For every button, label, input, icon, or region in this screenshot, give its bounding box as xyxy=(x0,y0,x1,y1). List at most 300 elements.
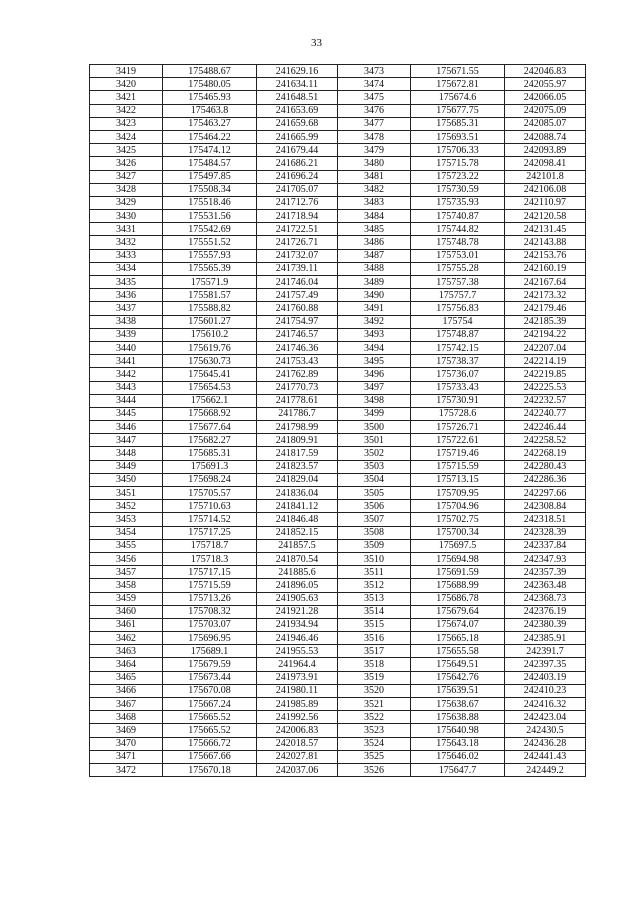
table-row xyxy=(90,566,586,579)
x-coordinate-cell: 175638.67 xyxy=(411,698,505,711)
y-coordinate-cell: 241686.21 xyxy=(257,157,338,170)
table-row xyxy=(90,447,586,460)
point-number-cell: 3490 xyxy=(338,289,411,302)
y-coordinate-cell: 242308.84 xyxy=(505,500,586,513)
x-coordinate-cell: 175730.91 xyxy=(411,394,505,407)
table-row xyxy=(90,552,586,565)
point-number-cell: 3488 xyxy=(338,262,411,275)
y-coordinate-cell: 241786.7 xyxy=(257,407,338,420)
point-number-cell: 3483 xyxy=(338,196,411,209)
y-coordinate-cell: 242436.28 xyxy=(505,737,586,750)
point-number-cell: 3473 xyxy=(338,65,411,78)
x-coordinate-cell: 175735.93 xyxy=(411,196,505,209)
x-coordinate-cell: 175723.22 xyxy=(411,170,505,183)
x-coordinate-cell: 175670.18 xyxy=(163,763,257,776)
table-row xyxy=(90,434,586,447)
x-coordinate-cell: 175674.6 xyxy=(411,91,505,104)
x-coordinate-cell: 175715.59 xyxy=(163,579,257,592)
y-coordinate-cell: 241934.94 xyxy=(257,618,338,631)
x-coordinate-cell: 175705.57 xyxy=(163,487,257,500)
point-number-cell: 3467 xyxy=(90,698,163,711)
y-coordinate-cell: 242423.04 xyxy=(505,711,586,724)
point-number-cell: 3453 xyxy=(90,513,163,526)
x-coordinate-cell: 175588.82 xyxy=(163,302,257,315)
point-number-cell: 3429 xyxy=(90,196,163,209)
coordinates-table xyxy=(89,64,586,777)
point-number-cell: 3437 xyxy=(90,302,163,315)
table-row xyxy=(90,183,586,196)
table-row xyxy=(90,302,586,315)
y-coordinate-cell: 241757.49 xyxy=(257,289,338,302)
point-number-cell: 3524 xyxy=(338,737,411,750)
point-number-cell: 3495 xyxy=(338,355,411,368)
point-number-cell: 3448 xyxy=(90,447,163,460)
x-coordinate-cell: 175630.73 xyxy=(163,355,257,368)
y-coordinate-cell: 241726.71 xyxy=(257,236,338,249)
y-coordinate-cell: 242088.74 xyxy=(505,130,586,143)
y-coordinate-cell: 242219.85 xyxy=(505,368,586,381)
point-number-cell: 3489 xyxy=(338,276,411,289)
point-number-cell: 3454 xyxy=(90,526,163,539)
table-row xyxy=(90,249,586,262)
point-number-cell: 3419 xyxy=(90,65,163,78)
table-row xyxy=(90,381,586,394)
y-coordinate-cell: 242214.19 xyxy=(505,355,586,368)
y-coordinate-cell: 242101.8 xyxy=(505,170,586,183)
point-number-cell: 3445 xyxy=(90,407,163,420)
x-coordinate-cell: 175679.59 xyxy=(163,658,257,671)
table-row xyxy=(90,592,586,605)
y-coordinate-cell: 241829.04 xyxy=(257,473,338,486)
point-number-cell: 3500 xyxy=(338,421,411,434)
point-number-cell: 3478 xyxy=(338,130,411,143)
x-coordinate-cell: 175717.15 xyxy=(163,566,257,579)
x-coordinate-cell: 175715.59 xyxy=(411,460,505,473)
table-row xyxy=(90,341,586,354)
y-coordinate-cell: 241648.51 xyxy=(257,91,338,104)
point-number-cell: 3521 xyxy=(338,698,411,711)
table-row xyxy=(90,262,586,275)
point-number-cell: 3492 xyxy=(338,315,411,328)
y-coordinate-cell: 241946.46 xyxy=(257,632,338,645)
point-number-cell: 3522 xyxy=(338,711,411,724)
y-coordinate-cell: 242093.89 xyxy=(505,144,586,157)
table-row xyxy=(90,421,586,434)
x-coordinate-cell: 175571.9 xyxy=(163,276,257,289)
x-coordinate-cell: 175696.95 xyxy=(163,632,257,645)
x-coordinate-cell: 175706.33 xyxy=(411,144,505,157)
point-number-cell: 3520 xyxy=(338,684,411,697)
y-coordinate-cell: 241722.51 xyxy=(257,223,338,236)
x-coordinate-cell: 175714.52 xyxy=(163,513,257,526)
y-coordinate-cell: 242403.19 xyxy=(505,671,586,684)
point-number-cell: 3434 xyxy=(90,262,163,275)
table-row xyxy=(90,684,586,697)
point-number-cell: 3480 xyxy=(338,157,411,170)
x-coordinate-cell: 175726.71 xyxy=(411,421,505,434)
point-number-cell: 3449 xyxy=(90,460,163,473)
table-row xyxy=(90,130,586,143)
table-row xyxy=(90,157,586,170)
y-coordinate-cell: 241696.24 xyxy=(257,170,338,183)
point-number-cell: 3444 xyxy=(90,394,163,407)
table-row xyxy=(90,289,586,302)
y-coordinate-cell: 241665.99 xyxy=(257,130,338,143)
x-coordinate-cell: 175677.64 xyxy=(163,421,257,434)
y-coordinate-cell: 242280.43 xyxy=(505,460,586,473)
x-coordinate-cell: 175642.76 xyxy=(411,671,505,684)
table-row xyxy=(90,170,586,183)
y-coordinate-cell: 241973.91 xyxy=(257,671,338,684)
point-number-cell: 3420 xyxy=(90,78,163,91)
x-coordinate-cell: 175666.72 xyxy=(163,737,257,750)
y-coordinate-cell: 242225.53 xyxy=(505,381,586,394)
point-number-cell: 3423 xyxy=(90,117,163,130)
y-coordinate-cell: 242246.44 xyxy=(505,421,586,434)
table-row xyxy=(90,144,586,157)
y-coordinate-cell: 242066.05 xyxy=(505,91,586,104)
y-coordinate-cell: 241905.63 xyxy=(257,592,338,605)
table-row xyxy=(90,236,586,249)
table-row xyxy=(90,355,586,368)
point-number-cell: 3516 xyxy=(338,632,411,645)
point-number-cell: 3507 xyxy=(338,513,411,526)
x-coordinate-cell: 175730.59 xyxy=(411,183,505,196)
y-coordinate-cell: 242085.07 xyxy=(505,117,586,130)
x-coordinate-cell: 175718.3 xyxy=(163,552,257,565)
point-number-cell: 3479 xyxy=(338,144,411,157)
x-coordinate-cell: 175619.76 xyxy=(163,341,257,354)
x-coordinate-cell: 175581.57 xyxy=(163,289,257,302)
point-number-cell: 3514 xyxy=(338,605,411,618)
y-coordinate-cell: 241885.6 xyxy=(257,566,338,579)
y-coordinate-cell: 241955.53 xyxy=(257,645,338,658)
point-number-cell: 3481 xyxy=(338,170,411,183)
y-coordinate-cell: 241739.11 xyxy=(257,262,338,275)
y-coordinate-cell: 242120.58 xyxy=(505,210,586,223)
x-coordinate-cell: 175704.96 xyxy=(411,500,505,513)
y-coordinate-cell: 241980.11 xyxy=(257,684,338,697)
y-coordinate-cell: 242286.36 xyxy=(505,473,586,486)
x-coordinate-cell: 175670.08 xyxy=(163,684,257,697)
y-coordinate-cell: 241746.04 xyxy=(257,276,338,289)
point-number-cell: 3491 xyxy=(338,302,411,315)
x-coordinate-cell: 175662.1 xyxy=(163,394,257,407)
point-number-cell: 3476 xyxy=(338,104,411,117)
x-coordinate-cell: 175748.78 xyxy=(411,236,505,249)
point-number-cell: 3461 xyxy=(90,618,163,631)
y-coordinate-cell: 241809.91 xyxy=(257,434,338,447)
point-number-cell: 3517 xyxy=(338,645,411,658)
table-row xyxy=(90,658,586,671)
table-row xyxy=(90,315,586,328)
x-coordinate-cell: 175480.05 xyxy=(163,78,257,91)
point-number-cell: 3512 xyxy=(338,579,411,592)
x-coordinate-cell: 175671.55 xyxy=(411,65,505,78)
x-coordinate-cell: 175757.38 xyxy=(411,276,505,289)
y-coordinate-cell: 241985.89 xyxy=(257,698,338,711)
y-coordinate-cell: 241760.88 xyxy=(257,302,338,315)
y-coordinate-cell: 242449.2 xyxy=(505,763,586,776)
point-number-cell: 3462 xyxy=(90,632,163,645)
y-coordinate-cell: 241762.89 xyxy=(257,368,338,381)
point-number-cell: 3519 xyxy=(338,671,411,684)
y-coordinate-cell: 242258.52 xyxy=(505,434,586,447)
y-coordinate-cell: 241746.57 xyxy=(257,328,338,341)
x-coordinate-cell: 175753.01 xyxy=(411,249,505,262)
y-coordinate-cell: 242297.66 xyxy=(505,487,586,500)
point-number-cell: 3493 xyxy=(338,328,411,341)
x-coordinate-cell: 175518.46 xyxy=(163,196,257,209)
point-number-cell: 3494 xyxy=(338,341,411,354)
point-number-cell: 3442 xyxy=(90,368,163,381)
y-coordinate-cell: 242055.97 xyxy=(505,78,586,91)
point-number-cell: 3446 xyxy=(90,421,163,434)
point-number-cell: 3518 xyxy=(338,658,411,671)
y-coordinate-cell: 242347.93 xyxy=(505,552,586,565)
x-coordinate-cell: 175756.83 xyxy=(411,302,505,315)
point-number-cell: 3466 xyxy=(90,684,163,697)
y-coordinate-cell: 242185.39 xyxy=(505,315,586,328)
y-coordinate-cell: 242006.83 xyxy=(257,724,338,737)
y-coordinate-cell: 241921.28 xyxy=(257,605,338,618)
point-number-cell: 3427 xyxy=(90,170,163,183)
table-row xyxy=(90,117,586,130)
x-coordinate-cell: 175708.32 xyxy=(163,605,257,618)
table-row xyxy=(90,460,586,473)
point-number-cell: 3474 xyxy=(338,78,411,91)
x-coordinate-cell: 175688.99 xyxy=(411,579,505,592)
point-number-cell: 3508 xyxy=(338,526,411,539)
point-number-cell: 3432 xyxy=(90,236,163,249)
point-number-cell: 3506 xyxy=(338,500,411,513)
y-coordinate-cell: 242046.83 xyxy=(505,65,586,78)
point-number-cell: 3440 xyxy=(90,341,163,354)
point-number-cell: 3515 xyxy=(338,618,411,631)
table-row xyxy=(90,91,586,104)
x-coordinate-cell: 175610.2 xyxy=(163,328,257,341)
y-coordinate-cell: 242430.5 xyxy=(505,724,586,737)
y-coordinate-cell: 242167.64 xyxy=(505,276,586,289)
y-coordinate-cell: 241964.4 xyxy=(257,658,338,671)
y-coordinate-cell: 241754.97 xyxy=(257,315,338,328)
x-coordinate-cell: 175685.31 xyxy=(163,447,257,460)
y-coordinate-cell: 241798.99 xyxy=(257,421,338,434)
x-coordinate-cell: 175655.58 xyxy=(411,645,505,658)
x-coordinate-cell: 175754 xyxy=(411,315,505,328)
point-number-cell: 3464 xyxy=(90,658,163,671)
y-coordinate-cell: 242337.84 xyxy=(505,539,586,552)
y-coordinate-cell: 241992.56 xyxy=(257,711,338,724)
point-number-cell: 3486 xyxy=(338,236,411,249)
y-coordinate-cell: 241679.44 xyxy=(257,144,338,157)
x-coordinate-cell: 175640.98 xyxy=(411,724,505,737)
x-coordinate-cell: 175694.98 xyxy=(411,552,505,565)
y-coordinate-cell: 242328.39 xyxy=(505,526,586,539)
table-row xyxy=(90,579,586,592)
point-number-cell: 3430 xyxy=(90,210,163,223)
y-coordinate-cell: 241712.76 xyxy=(257,196,338,209)
x-coordinate-cell: 175722.61 xyxy=(411,434,505,447)
point-number-cell: 3456 xyxy=(90,552,163,565)
x-coordinate-cell: 175736.07 xyxy=(411,368,505,381)
table-row xyxy=(90,698,586,711)
point-number-cell: 3511 xyxy=(338,566,411,579)
x-coordinate-cell: 175488.67 xyxy=(163,65,257,78)
point-number-cell: 3457 xyxy=(90,566,163,579)
x-coordinate-cell: 175646.02 xyxy=(411,750,505,763)
x-coordinate-cell: 175668.92 xyxy=(163,407,257,420)
table-row xyxy=(90,407,586,420)
point-number-cell: 3498 xyxy=(338,394,411,407)
point-number-cell: 3436 xyxy=(90,289,163,302)
page-number: 33 xyxy=(311,37,322,49)
point-number-cell: 3452 xyxy=(90,500,163,513)
y-coordinate-cell: 242397.35 xyxy=(505,658,586,671)
y-coordinate-cell: 241718.94 xyxy=(257,210,338,223)
point-number-cell: 3441 xyxy=(90,355,163,368)
x-coordinate-cell: 175702.75 xyxy=(411,513,505,526)
x-coordinate-cell: 175654.53 xyxy=(163,381,257,394)
x-coordinate-cell: 175665.52 xyxy=(163,724,257,737)
x-coordinate-cell: 175719.46 xyxy=(411,447,505,460)
point-number-cell: 3485 xyxy=(338,223,411,236)
y-coordinate-cell: 242173.32 xyxy=(505,289,586,302)
x-coordinate-cell: 175733.43 xyxy=(411,381,505,394)
x-coordinate-cell: 175717.25 xyxy=(163,526,257,539)
y-coordinate-cell: 241896.05 xyxy=(257,579,338,592)
coordinates-table-body xyxy=(90,65,586,777)
x-coordinate-cell: 175639.51 xyxy=(411,684,505,697)
x-coordinate-cell: 175645.41 xyxy=(163,368,257,381)
point-number-cell: 3421 xyxy=(90,91,163,104)
y-coordinate-cell: 242232.57 xyxy=(505,394,586,407)
y-coordinate-cell: 242385.91 xyxy=(505,632,586,645)
x-coordinate-cell: 175703.07 xyxy=(163,618,257,631)
y-coordinate-cell: 242110.97 xyxy=(505,196,586,209)
y-coordinate-cell: 241857.5 xyxy=(257,539,338,552)
x-coordinate-cell: 175674.07 xyxy=(411,618,505,631)
table-row xyxy=(90,394,586,407)
x-coordinate-cell: 175643.18 xyxy=(411,737,505,750)
y-coordinate-cell: 242441.43 xyxy=(505,750,586,763)
x-coordinate-cell: 175474.12 xyxy=(163,144,257,157)
x-coordinate-cell: 175713.26 xyxy=(163,592,257,605)
x-coordinate-cell: 175715.78 xyxy=(411,157,505,170)
y-coordinate-cell: 241659.68 xyxy=(257,117,338,130)
table-row xyxy=(90,276,586,289)
y-coordinate-cell: 242179.46 xyxy=(505,302,586,315)
y-coordinate-cell: 242368.73 xyxy=(505,592,586,605)
point-number-cell: 3499 xyxy=(338,407,411,420)
y-coordinate-cell: 241841.12 xyxy=(257,500,338,513)
y-coordinate-cell: 241753.43 xyxy=(257,355,338,368)
point-number-cell: 3513 xyxy=(338,592,411,605)
y-coordinate-cell: 242106.08 xyxy=(505,183,586,196)
table-row xyxy=(90,328,586,341)
point-number-cell: 3450 xyxy=(90,473,163,486)
x-coordinate-cell: 175700.34 xyxy=(411,526,505,539)
x-coordinate-cell: 175698.24 xyxy=(163,473,257,486)
y-coordinate-cell: 241732.07 xyxy=(257,249,338,262)
table-row xyxy=(90,65,586,78)
x-coordinate-cell: 175638.88 xyxy=(411,711,505,724)
table-row xyxy=(90,618,586,631)
y-coordinate-cell: 241870.54 xyxy=(257,552,338,565)
table-row xyxy=(90,724,586,737)
x-coordinate-cell: 175463.8 xyxy=(163,104,257,117)
x-coordinate-cell: 175667.24 xyxy=(163,698,257,711)
point-number-cell: 3455 xyxy=(90,539,163,552)
table-row xyxy=(90,750,586,763)
table-row xyxy=(90,526,586,539)
x-coordinate-cell: 175742.15 xyxy=(411,341,505,354)
point-number-cell: 3439 xyxy=(90,328,163,341)
x-coordinate-cell: 175710.63 xyxy=(163,500,257,513)
point-number-cell: 3431 xyxy=(90,223,163,236)
x-coordinate-cell: 175685.31 xyxy=(411,117,505,130)
point-number-cell: 3471 xyxy=(90,750,163,763)
y-coordinate-cell: 242018.57 xyxy=(257,737,338,750)
y-coordinate-cell: 242160.19 xyxy=(505,262,586,275)
point-number-cell: 3477 xyxy=(338,117,411,130)
point-number-cell: 3468 xyxy=(90,711,163,724)
table-row xyxy=(90,104,586,117)
y-coordinate-cell: 241823.57 xyxy=(257,460,338,473)
y-coordinate-cell: 241836.04 xyxy=(257,487,338,500)
x-coordinate-cell: 175693.51 xyxy=(411,130,505,143)
x-coordinate-cell: 175649.51 xyxy=(411,658,505,671)
y-coordinate-cell: 242416.32 xyxy=(505,698,586,711)
y-coordinate-cell: 241634.11 xyxy=(257,78,338,91)
table-row xyxy=(90,78,586,91)
x-coordinate-cell: 175686.78 xyxy=(411,592,505,605)
point-number-cell: 3502 xyxy=(338,447,411,460)
point-number-cell: 3422 xyxy=(90,104,163,117)
point-number-cell: 3484 xyxy=(338,210,411,223)
x-coordinate-cell: 175665.52 xyxy=(163,711,257,724)
x-coordinate-cell: 175728.6 xyxy=(411,407,505,420)
table-row xyxy=(90,737,586,750)
x-coordinate-cell: 175497.85 xyxy=(163,170,257,183)
point-number-cell: 3459 xyxy=(90,592,163,605)
y-coordinate-cell: 242363.48 xyxy=(505,579,586,592)
point-number-cell: 3487 xyxy=(338,249,411,262)
point-number-cell: 3433 xyxy=(90,249,163,262)
x-coordinate-cell: 175755.28 xyxy=(411,262,505,275)
y-coordinate-cell: 242027.81 xyxy=(257,750,338,763)
point-number-cell: 3428 xyxy=(90,183,163,196)
x-coordinate-cell: 175718.7 xyxy=(163,539,257,552)
point-number-cell: 3501 xyxy=(338,434,411,447)
y-coordinate-cell: 242357.39 xyxy=(505,566,586,579)
y-coordinate-cell: 242391.7 xyxy=(505,645,586,658)
table-row xyxy=(90,500,586,513)
y-coordinate-cell: 242410.23 xyxy=(505,684,586,697)
x-coordinate-cell: 175697.5 xyxy=(411,539,505,552)
x-coordinate-cell: 175667.66 xyxy=(163,750,257,763)
x-coordinate-cell: 175464.22 xyxy=(163,130,257,143)
point-number-cell: 3526 xyxy=(338,763,411,776)
point-number-cell: 3503 xyxy=(338,460,411,473)
x-coordinate-cell: 175744.82 xyxy=(411,223,505,236)
x-coordinate-cell: 175551.52 xyxy=(163,236,257,249)
x-coordinate-cell: 175531.56 xyxy=(163,210,257,223)
y-coordinate-cell: 242037.06 xyxy=(257,763,338,776)
table-row xyxy=(90,671,586,684)
x-coordinate-cell: 175463.27 xyxy=(163,117,257,130)
x-coordinate-cell: 175689.1 xyxy=(163,645,257,658)
